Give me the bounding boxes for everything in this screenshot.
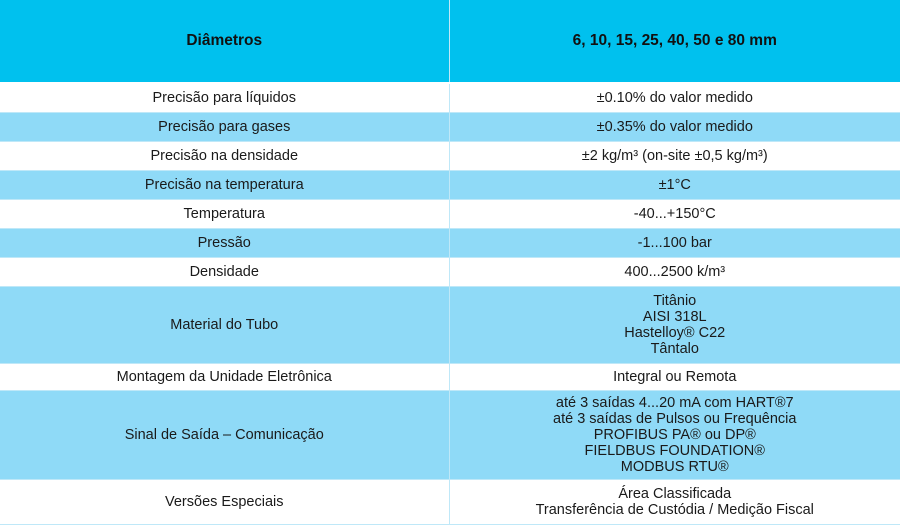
row-label: Precisão na temperatura [0, 171, 449, 200]
row-value: 400...2500 k/m³ [449, 258, 900, 287]
row-label: Precisão para gases [0, 113, 449, 142]
row-value: Integral ou Remota [449, 364, 900, 391]
row-value-line: até 3 saídas 4...20 mA com HART®7 [555, 395, 794, 411]
row-label: Sinal de Saída – Comunicação [0, 391, 449, 480]
row-value-line: PROFIBUS PA® ou DP® [593, 427, 756, 443]
row-label: Densidade [0, 258, 449, 287]
row-value-line: até 3 saídas de Pulsos ou Frequência [553, 411, 797, 427]
row-value: ±0.10% do valor medido [449, 83, 900, 113]
table-row [0, 480, 900, 525]
table-row [0, 287, 900, 364]
row-value-line: AISI 318L [642, 309, 707, 325]
row-label: Precisão para líquidos [0, 83, 449, 113]
row-value: ±1°C [449, 171, 900, 200]
row-value-line: Hastelloy® C22 [624, 325, 726, 341]
row-value-list [449, 391, 900, 480]
row-value: -40...+150°C [449, 200, 900, 229]
header-value: 6, 10, 15, 25, 40, 50 e 80 mm [449, 0, 900, 83]
row-label: Precisão na densidade [0, 142, 449, 171]
table-row [0, 258, 900, 287]
row-value: -1...100 bar [449, 229, 900, 258]
table-row [0, 364, 900, 391]
row-label: Montagem da Unidade Eletrônica [0, 364, 449, 391]
table-row [0, 391, 900, 480]
row-value-line: Área Classificada [618, 486, 732, 502]
row-label: Material do Tubo [0, 287, 449, 364]
row-label: Temperatura [0, 200, 449, 229]
row-value-line: Tântalo [650, 341, 699, 357]
table-row [0, 83, 900, 113]
table-row [0, 229, 900, 258]
row-label: Pressão [0, 229, 449, 258]
table-header-row [0, 0, 900, 83]
row-value-line: Transferência de Custódia / Medição Fiscal [535, 502, 814, 518]
row-value: ±2 kg/m³ (on-site ±0,5 kg/m³) [449, 142, 900, 171]
table-row [0, 113, 900, 142]
table-row [0, 142, 900, 171]
row-value-list [449, 287, 900, 364]
row-value: ±0.35% do valor medido [449, 113, 900, 142]
row-value-line: Titânio [653, 293, 697, 309]
row-value-list [449, 480, 900, 525]
row-value-line: MODBUS RTU® [620, 459, 729, 475]
row-value-line: FIELDBUS FOUNDATION® [584, 443, 765, 459]
header-label: Diâmetros [0, 0, 449, 83]
row-label: Versões Especiais [0, 480, 449, 525]
table-row [0, 171, 900, 200]
table-row [0, 200, 900, 229]
